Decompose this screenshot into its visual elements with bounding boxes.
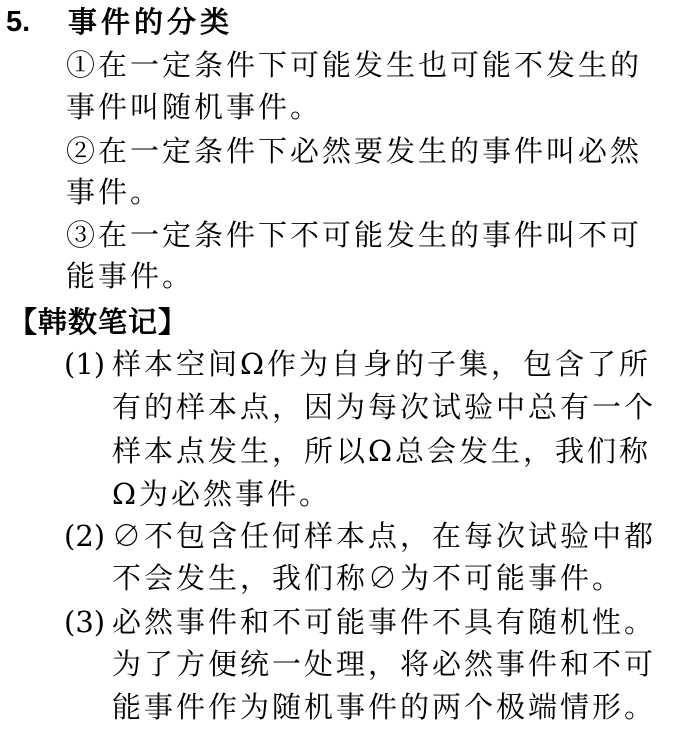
section-number: 5. [6, 6, 31, 38]
note-line: 能事件作为随机事件的两个极端情形。 [112, 690, 657, 724]
definition-line: 能事件。 [66, 259, 195, 293]
note-label: (2) [64, 519, 106, 553]
note-line: 样本空间Ω作为自身的子集，包含了所 [112, 347, 652, 381]
definition-line: 事件叫随机事件。 [66, 90, 323, 124]
definition-line: ③在一定条件下不可能发生的事件叫不可 [66, 218, 643, 252]
note-line: Ω为必然事件。 [112, 477, 332, 511]
note-label: (1) [64, 347, 106, 381]
note-line: 为了方便统一处理，将必然事件和不可 [112, 647, 657, 681]
note-line: ∅不包含任何样本点，在每次试验中都 [112, 519, 657, 553]
note-line: 必然事件和不可能事件不具有随机性。 [112, 605, 657, 639]
note-line: 不会发生，我们称∅为不可能事件。 [112, 561, 625, 595]
note-line: 有的样本点，因为每次试验中总有一个 [112, 390, 657, 424]
note-line: 样本点发生，所以Ω总会发生，我们称 [112, 434, 652, 468]
definition-line: ①在一定条件下可能发生也可能不发生的 [66, 48, 643, 82]
definition-line: 事件。 [66, 175, 163, 209]
definition-line: ②在一定条件下必然要发生的事件叫必然 [66, 134, 643, 168]
notes-heading: 【韩数笔记】 [8, 305, 189, 339]
section-title: 事件的分类 [68, 5, 234, 39]
note-label: (3) [64, 605, 106, 639]
